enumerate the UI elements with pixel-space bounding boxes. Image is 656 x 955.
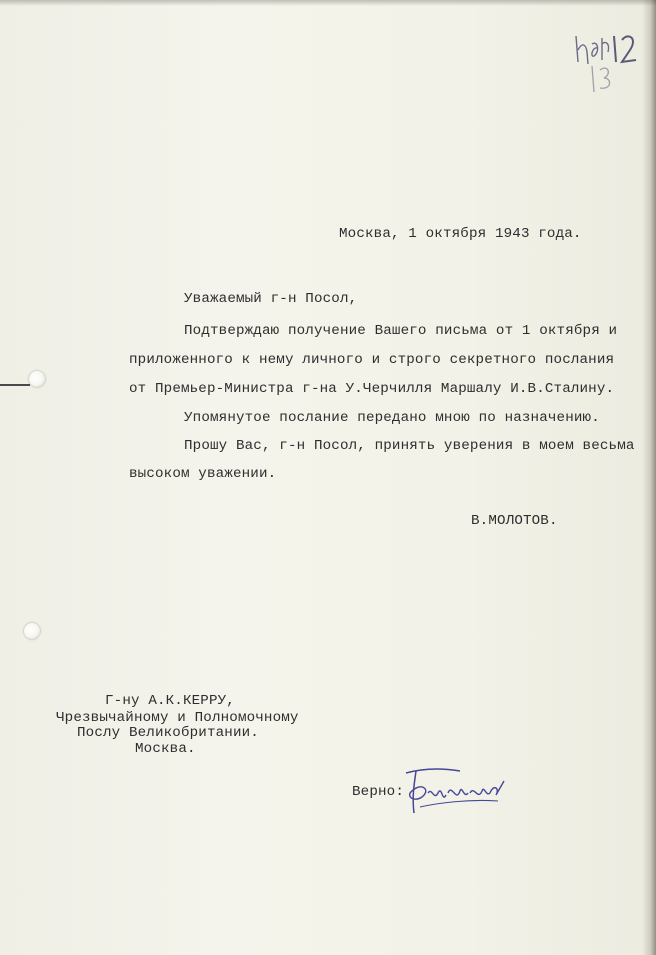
body-line: Упомянутое послание передано мною по назначению. (184, 410, 600, 426)
body-line: Прошу Вас, г-н Посол, принять уверения в моем весьма (184, 438, 635, 454)
body-line: Подтверждаю получение Вашего письма от 1 октября и (184, 323, 618, 339)
archive-sheet-number-handwritten (572, 22, 642, 92)
binding-mark (0, 384, 30, 386)
punch-hole-lower (24, 623, 40, 639)
paper-top-edge (0, 0, 656, 6)
body-line: от Премьер-Министра г-на У.Черчилля Маршалу И.В.Сталину. (129, 381, 615, 397)
addressee-line: Москва. (135, 741, 196, 757)
addressee-line: Чрезвычайному и Полномочному (56, 710, 299, 726)
addressee-line: Г-ну А.К.КЕРРУ, (105, 693, 235, 709)
certification-label: Верно: (352, 784, 404, 800)
body-line: приложенного к нему личного и строго секретного послания (129, 352, 615, 368)
addressee-line: Послу Великобритании. (77, 725, 259, 741)
punch-hole-upper (29, 371, 45, 387)
handwritten-signature (398, 763, 510, 821)
signature-name: В.МОЛОТОВ. (471, 513, 558, 529)
place-and-date: Москва, 1 октября 1943 года. (339, 226, 582, 242)
salutation: Уважаемый г-н Посол, (184, 291, 358, 307)
paper-right-edge (642, 0, 656, 955)
body-line: высоком уважении. (129, 466, 277, 482)
